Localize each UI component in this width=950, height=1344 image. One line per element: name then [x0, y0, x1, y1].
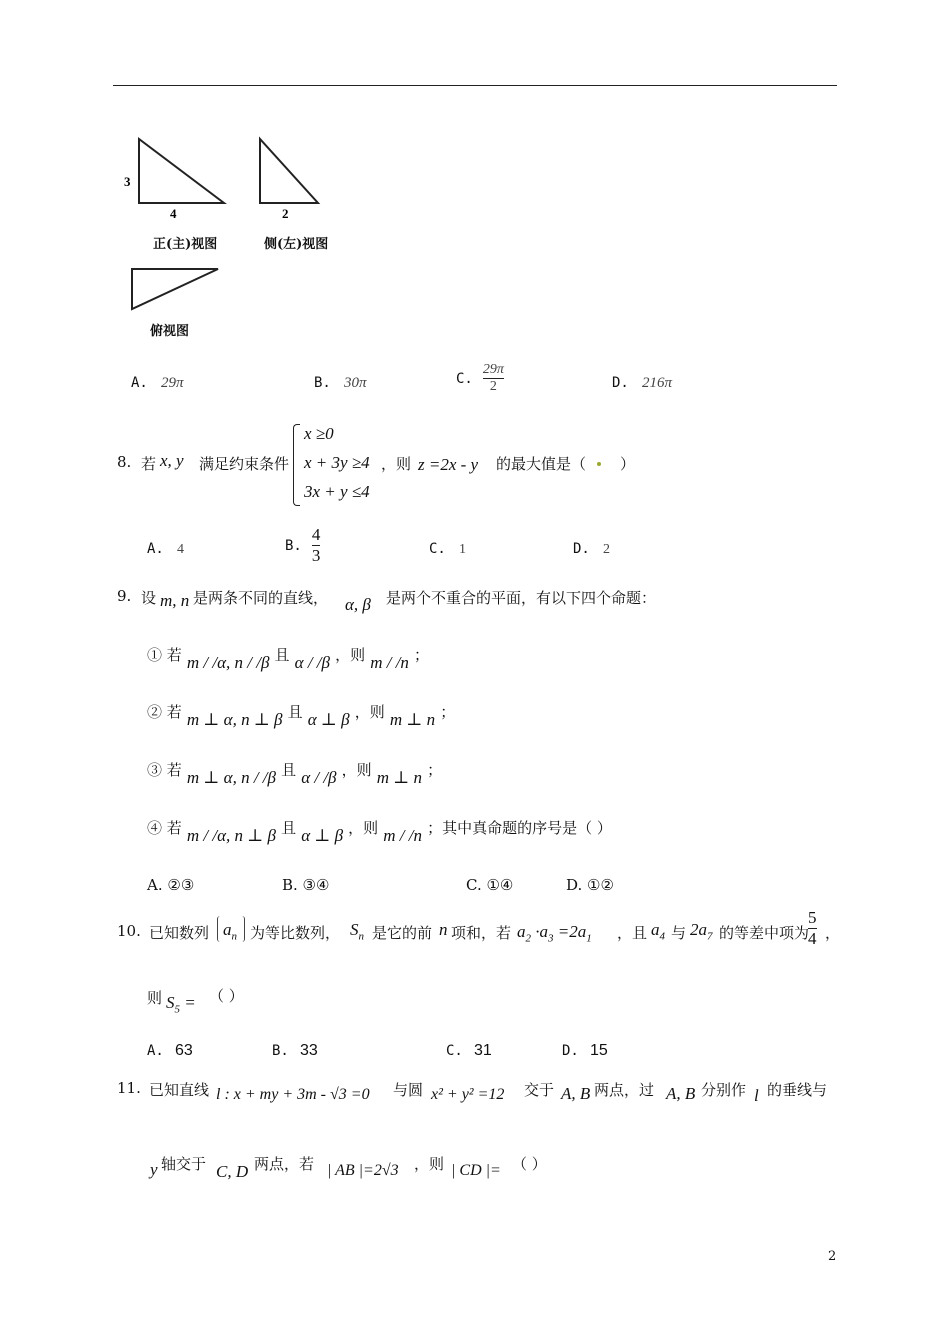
q10-option-b: B. 33 — [272, 1042, 318, 1059]
q10-t8: ， — [825, 924, 841, 942]
q8-constraint-3: 3x + y ≤4 — [304, 482, 370, 501]
q11-t5: 分别作 — [701, 1081, 747, 1099]
q7-option-d: D. 216π — [612, 375, 672, 391]
q10-t4: 项和，若 — [451, 924, 512, 942]
q10-paren: （ ） — [209, 987, 244, 1005]
q11-cd-length: | CD |= — [451, 1162, 501, 1179]
q10-number: 10. — [117, 922, 141, 940]
page-number: 2 — [828, 1249, 837, 1264]
front-bottom-label: 4 — [170, 206, 177, 221]
q9-proposition-4: ④ 若 m / /α, n ⊥ β 且 α ⊥ β ，则 m / /n ；其中真命题的序号是（ ） — [147, 819, 612, 845]
q11-t9: ，则 — [414, 1155, 445, 1173]
q9-t2: 是两条不同的直线， — [193, 589, 329, 607]
q8-number: 8. — [117, 453, 132, 471]
q8-text-after: 的最大值是（ — [496, 455, 587, 473]
q10-s5: $S_5$ = — [166, 993, 196, 1016]
q10-sn: $S_n$ — [350, 920, 364, 943]
q11-line-eq: l : x + my + 3m - √3 =0 — [216, 1086, 370, 1103]
q11-y: y — [150, 1160, 158, 1179]
q9-option-d: D. ①② — [566, 876, 614, 894]
q7-option-a: A. 29π — [131, 375, 184, 391]
q11-t8: 两点，若 — [254, 1155, 315, 1173]
q8-close-paren: ） — [620, 455, 636, 473]
q9-lines: m, n — [160, 591, 190, 610]
q10-n: n — [439, 920, 448, 939]
q8-option-d: D. 2 — [573, 541, 610, 557]
q10-t1: 已知数列 — [149, 924, 210, 942]
q8-option-b: B. $\frac{4}{3}$ — [285, 525, 321, 565]
front-view-caption: 正(主)视图 — [153, 237, 218, 252]
q8-text-then: ，则 — [381, 455, 412, 473]
q8-constraint-1: x ≥0 — [304, 424, 334, 443]
q10-seq: $a_n$ — [223, 920, 237, 943]
top-view-caption: 俯视图 — [150, 324, 190, 339]
q8-option-a: A. 4 — [147, 541, 184, 557]
q10-expr: $a_2 \cdot a_3 =2a_1$ — [517, 922, 592, 945]
q9-number: 9. — [117, 587, 132, 605]
q11-points: A, B — [561, 1084, 591, 1103]
q11-points-2: A, B — [666, 1084, 696, 1103]
q10-t6: 与 — [671, 924, 687, 942]
top-view-triangle — [132, 269, 218, 309]
front-view-triangle — [139, 139, 224, 203]
q10-option-c: C. 31 — [446, 1042, 492, 1059]
side-bottom-label: 2 — [282, 206, 289, 221]
q10-t3: 是它的前 — [372, 924, 433, 942]
q10-then: 则 — [147, 989, 163, 1007]
q8-text-mid: 满足约束条件 — [199, 455, 290, 473]
q9-option-b: B. ③④ — [282, 876, 330, 894]
q10-option-a: A. 63 — [147, 1042, 193, 1059]
q8-objective: z =2x - y — [418, 455, 479, 474]
q10-t5: ，且 — [617, 924, 648, 942]
q10-fraction: $\frac{5}{4}$ — [808, 908, 817, 948]
q11-cd: C, D — [216, 1162, 249, 1181]
side-view-triangle — [260, 139, 318, 203]
q9-t1: 设 — [141, 589, 157, 607]
q7-option-c: C. $\frac{29\pi}{2}$ — [456, 362, 504, 394]
q9-planes: α, β — [345, 595, 371, 614]
q11-t3: 交于 — [524, 1081, 555, 1099]
header-rule — [113, 85, 837, 86]
q11-l: l — [754, 1086, 759, 1105]
q8-option-c: C. 1 — [429, 541, 466, 557]
q11-paren: （ ） — [512, 1155, 547, 1173]
q7-option-b: B. 30π — [314, 375, 367, 391]
q9-proposition-1: ① 若 m / /α, n / /β 且 α / /β ，则 m / /n ； — [147, 646, 430, 672]
q9-proposition-3: ③ 若 m ⊥ α, n / /β 且 α / /β ，则 m ⊥ n ； — [147, 761, 443, 787]
q11-ab: | AB |=2√3 — [327, 1162, 399, 1179]
q11-t6: 的垂线与 — [767, 1081, 828, 1099]
q10-a4: $a_4$ — [651, 920, 665, 943]
q8-dot-mark — [597, 462, 601, 466]
q11-circle: x² + y² =12 — [431, 1086, 505, 1103]
side-view-caption: 侧(左)视图 — [264, 237, 329, 252]
front-side-label: 3 — [124, 174, 131, 189]
q11-t7: 轴交于 — [161, 1155, 207, 1173]
q8-brace — [293, 424, 300, 506]
q8-text-before: 若 — [141, 455, 157, 473]
q11-t1: 已知直线 — [149, 1081, 210, 1099]
q9-proposition-2: ② 若 m ⊥ α, n ⊥ β 且 α ⊥ β ，则 m ⊥ n ； — [147, 703, 456, 729]
q8-constraint-2: x + 3y ≥4 — [304, 453, 370, 472]
q11-number: 11. — [117, 1079, 141, 1097]
q10-t7: 的等差中项为 — [719, 924, 810, 942]
q10-a7: $2a_7$ — [690, 920, 713, 943]
q10-option-d: D. 15 — [562, 1042, 608, 1059]
q9-option-a: A. ②③ — [147, 876, 195, 894]
q9-option-c: C. ①④ — [466, 876, 514, 894]
q8-vars: x, y — [160, 451, 184, 470]
q11-t4: 两点，过 — [594, 1081, 655, 1099]
q10-t2: 为等比数列， — [250, 924, 341, 942]
q11-t2: 与圆 — [393, 1081, 424, 1099]
q9-t3: 是两个不重合的平面，有以下四个命题： — [386, 589, 657, 607]
